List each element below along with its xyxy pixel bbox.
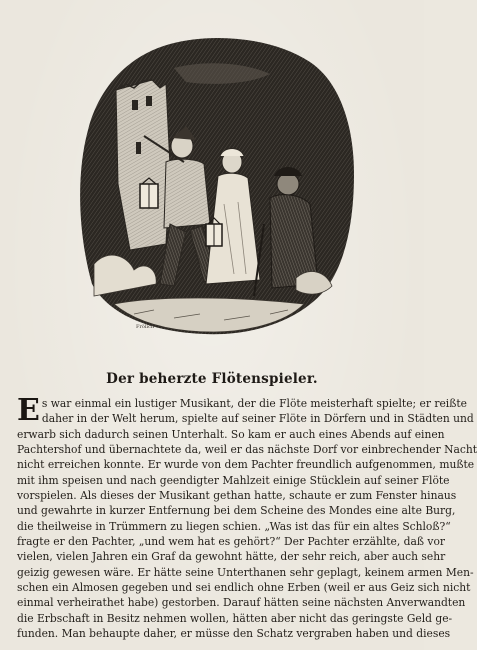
- text-line-16: funden. Man behaupte daher, er müsse den Schatz vergraben haben und dieses: [17, 627, 451, 641]
- text-line-1: s war einmal ein lustiger Musikant, der die Flöte meisterhaft spielte; er reißte: [41, 397, 467, 410]
- engraving-illustration: [74, 34, 356, 340]
- text-line-15: die Erbschaft in Besitz nehmen wollen, hätten aber nicht das geringste Geld ge-: [17, 611, 453, 625]
- text-line-4: Pachtershof und übernachtete da, weil er das nächste Dorf vor einbrechender Nacht: [17, 443, 477, 457]
- text-line-2: daher in der Welt herum, spielte auf seiner Flöte in Dörfern und in Städten und: [41, 412, 474, 426]
- story-text: [17, 393, 477, 642]
- text-line-5: nicht erreichen konnte. Er wurde von dem Pachter freundlich aufgenommen, mußte: [17, 458, 475, 472]
- text-line-7: vorspielen. Als dieses der Musikant gethan hatte, schaute er zum Fenster hinaus: [17, 489, 457, 503]
- text-line-9: die theilweise in Trümmern zu liegen schien. „Was ist das für ein altes Schloß?“: [17, 519, 451, 533]
- text-line-14: einmal verheirathet habe) gestorben. Darauf hätten seine nächsten Anverwandten: [17, 596, 466, 610]
- text-line-8: und gewahrte in kurzer Entfernung bei dem Scheine des Mondes eine alte Burg,: [17, 504, 456, 518]
- text-line-6: mit ihm speisen und nach geendigter Mahlzeit einige Stücklein auf seiner Flöte: [17, 473, 450, 487]
- drop-cap-initial: E: [17, 393, 40, 428]
- text-line-10: fragte er den Pachter, „und wem hat es gehört?“ Der Pachter erzählte, daß vor: [17, 535, 446, 549]
- text-line-12: geizig gewesen wäre. Er hätte seine Unterthanen sehr geplagt, keinem armen Men-: [17, 565, 474, 579]
- illustration-caption: Der beherzte Flötenspieler.: [106, 371, 318, 387]
- artist-signature: Frölich: [136, 324, 155, 330]
- engraving-night-scene-icon: [74, 34, 356, 340]
- text-line-11: vielen, vielen Jahren ein Graf da gewohnt hätte, der sehr reich, aber auch sehr: [17, 550, 446, 564]
- text-line-13: schen ein Almosen gegeben und sei endlich ohne Erben (weil er aus Geiz sich nicht: [17, 581, 471, 595]
- text-line-3: erwarb sich dadurch seinen Unterhalt. So kam er auch eines Abends auf einen: [17, 427, 445, 441]
